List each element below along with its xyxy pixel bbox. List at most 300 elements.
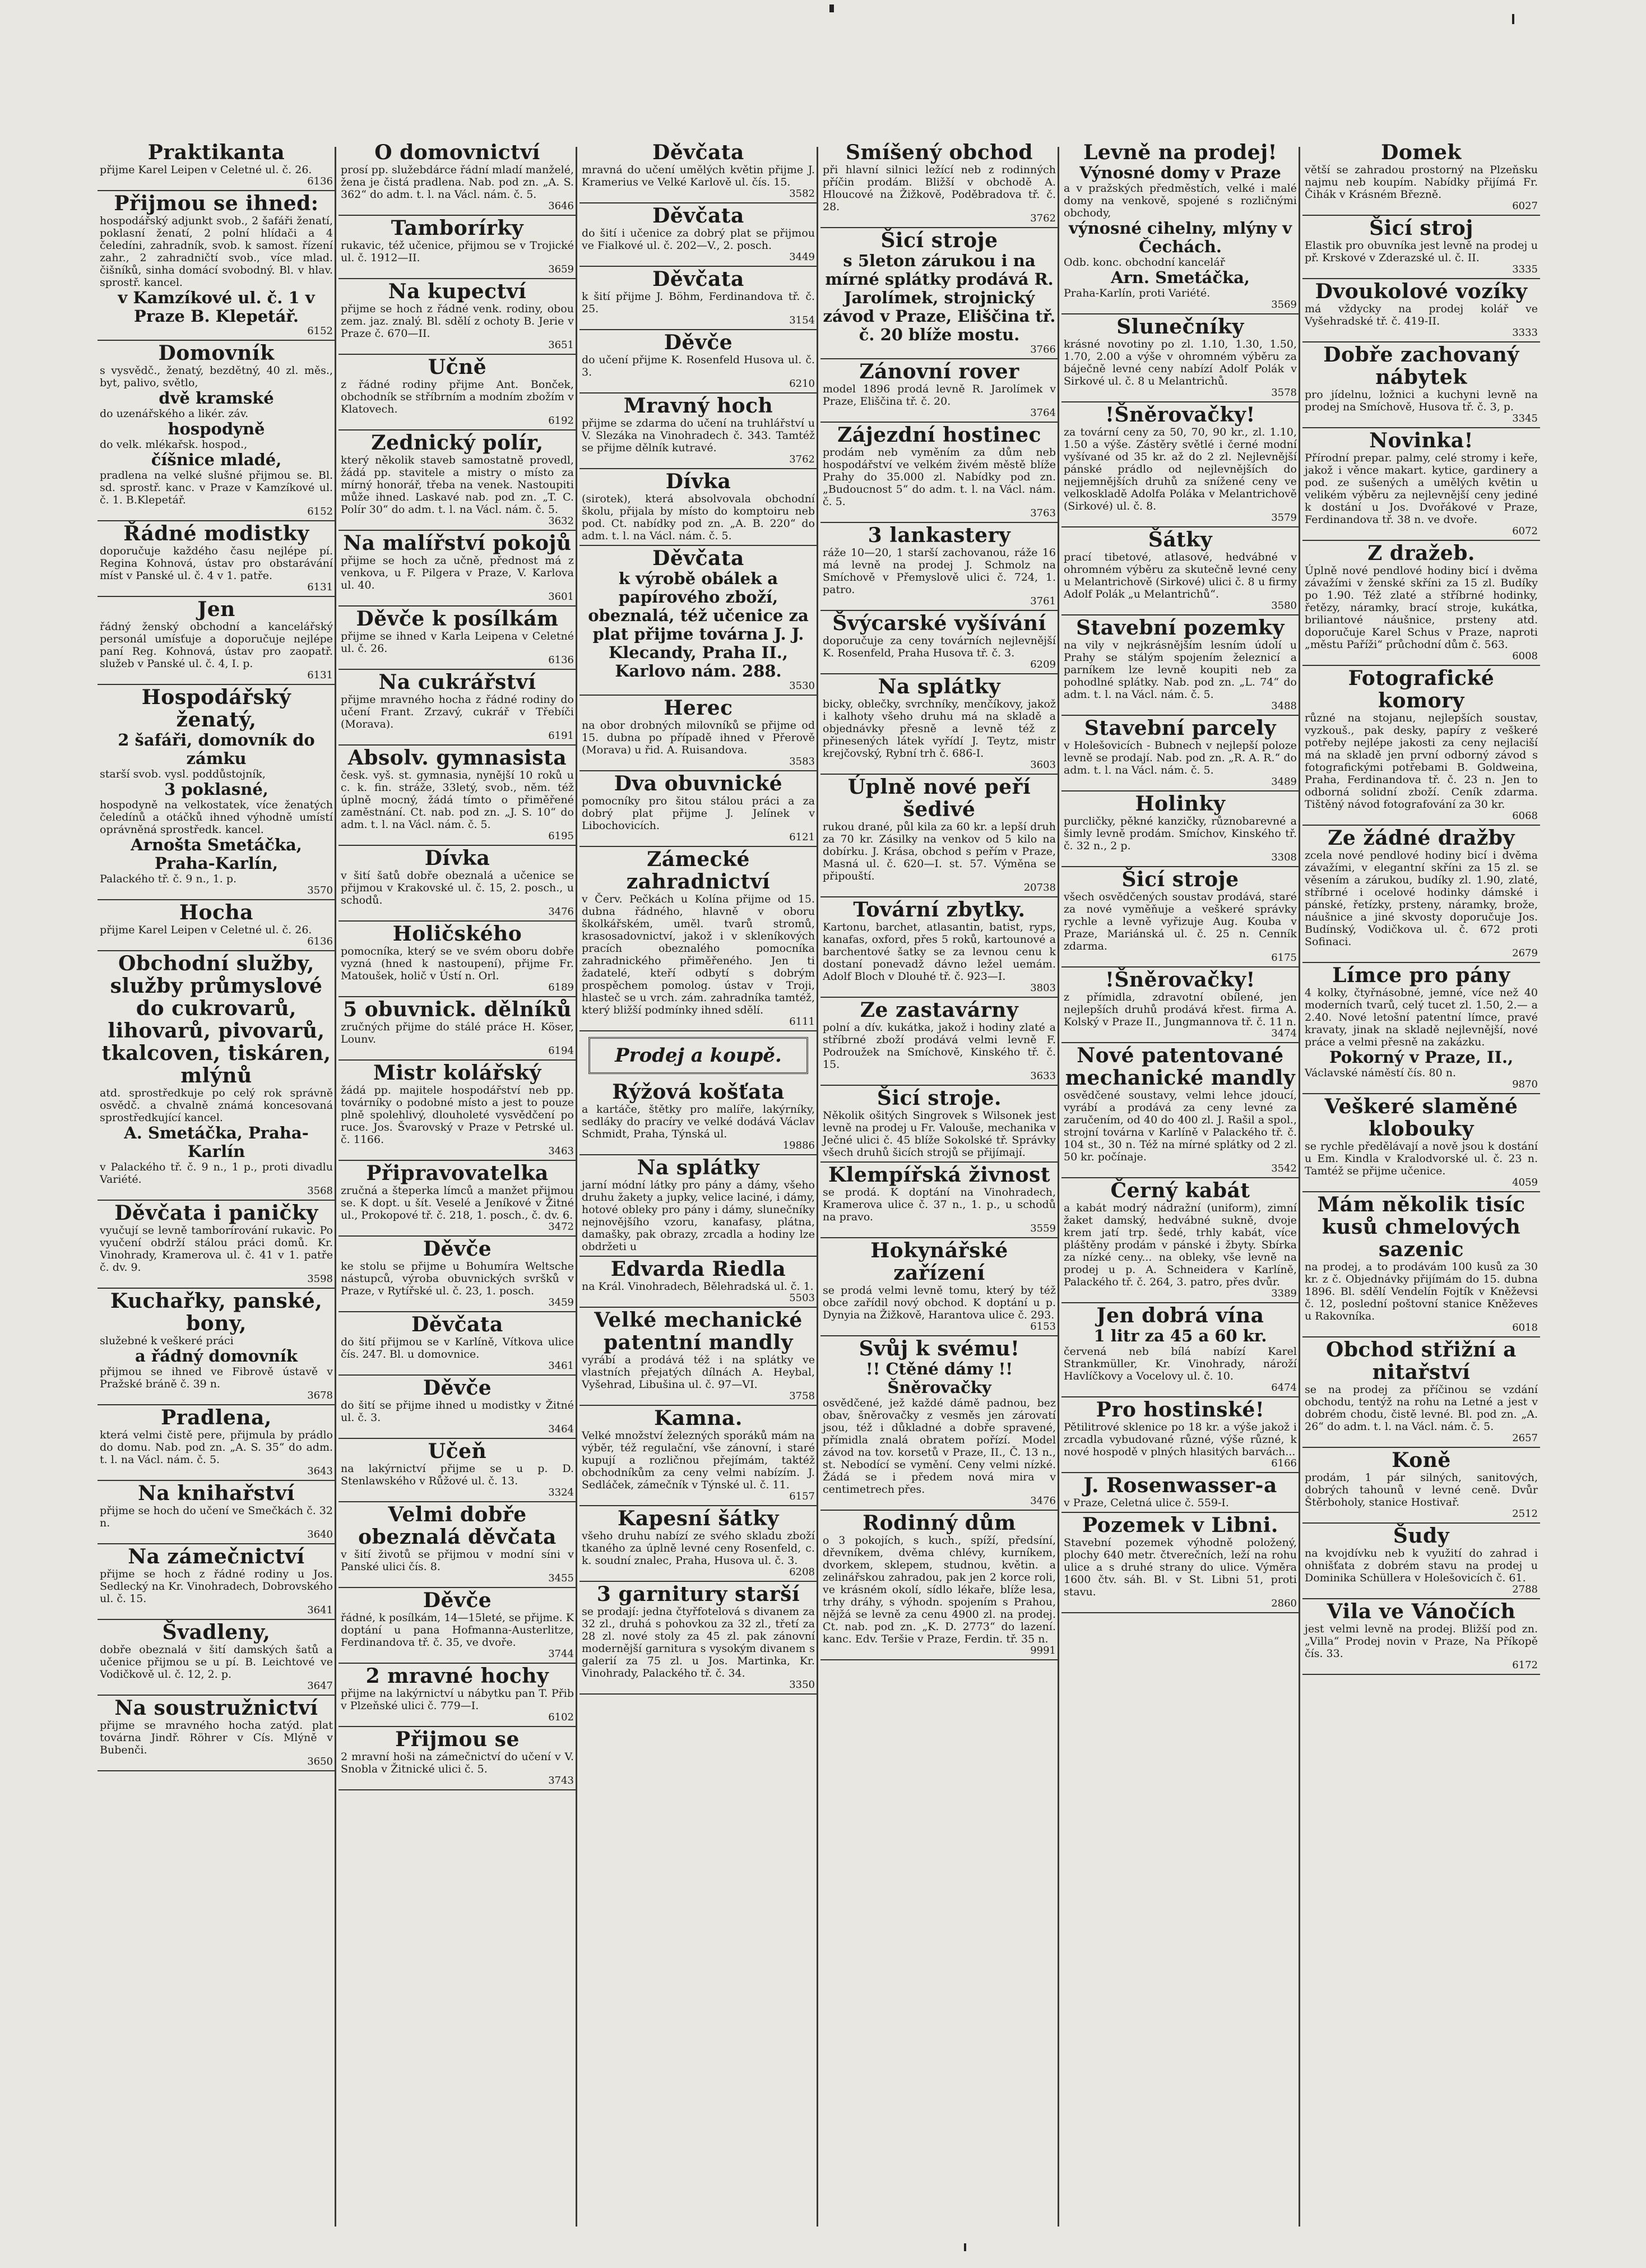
ad-title: Slunečníky — [1116, 315, 1244, 339]
ad-number: 3154 — [789, 314, 815, 326]
ad-title: Mistr kolářský — [373, 1061, 541, 1085]
ad-text: v šití šatů dobře obeznalá a učenice se přijmou v Krakovské ul. č. 15, 2. posch., u schodů. — [341, 869, 574, 906]
ad-headline: Výnosné domy v Praze — [1079, 163, 1281, 182]
ad-text: Několik ošitých Singrovek s Wilsonek jest levně na prodej u Fr. Valouše, mechanika v Ječné ulici č. 45 blíže Sokolské tř. Správky všech druhů šicích strojů se přijímají. — [823, 1109, 1056, 1159]
ad-title: Řádné modistky — [123, 522, 309, 545]
ad-title: Stavební pozemky — [1076, 616, 1285, 640]
ad-text: v Praze, Celetná ulice č. 559-I. — [1064, 1497, 1229, 1509]
ad-title: !Šněrovačky! — [1105, 968, 1255, 992]
ad-column — [339, 140, 576, 2237]
ad-title: Šátky — [1148, 528, 1213, 552]
ad-column — [820, 140, 1058, 2237]
ad-text: pro jídelnu, ložnici a kuchyni levně na prodej na Smíchově, Husova tř. č. 3, p. — [1305, 388, 1538, 413]
ad-number: 6172 — [1512, 1659, 1538, 1671]
ad-number: 3766 — [1030, 344, 1056, 355]
classified-ad — [579, 546, 817, 696]
ad-headline: 1 litr za 45 a 60 kr. — [1093, 1326, 1267, 1345]
classified-ad — [579, 267, 817, 330]
ad-title: Vila ve Vánočích — [1327, 1600, 1516, 1623]
ad-number: 3651 — [548, 339, 574, 351]
ad-text: Stavební pozemek výhodně položený, plochy 640 metr. čtverečních, leží na rohu ulice a s druhé strany do ulice. Výměra 1600 čtv. sáh. Bl. v St. Libni 51, proti stavu. — [1064, 1536, 1297, 1598]
ad-title: Absolv. gymnasista — [347, 746, 567, 770]
ad-title: Švýcarské vyšívání — [832, 612, 1046, 635]
ad-number: 3333 — [1512, 327, 1538, 339]
ad-text: (sirotek), která absolvovala obchodní školu, přijala by místo do komptoiru neb pod. Ct. nabídky pod zn. „A. B. 220“ do adm. t. l. na Václ. nám. č. 5. — [582, 493, 815, 542]
ad-headline: číšnice mladé, — [151, 450, 282, 469]
classified-ad — [339, 1237, 576, 1312]
ad-text: vyučují se levně tamborírování rukavic. Po vyučení obdrží stálou práci domů. Kr. Vinohrady, Kramerova ul. č. 41 v 1. patře č. dv. 9. — [100, 1224, 333, 1274]
ad-number: 6111 — [789, 1016, 815, 1027]
ad-text: krásné novotiny po zl. 1.10, 1.30, 1.50, 1.70, 2.00 a výše v ohromném výběru za báječně levné ceny nabízí Adolf Polák v Sirkové ul. č. 8 u Melantrichů. — [1064, 338, 1297, 387]
newspaper-page — [95, 140, 1551, 2237]
ad-title: Zájezdní hostinec — [837, 423, 1041, 447]
ad-title: Stavební parcely — [1084, 716, 1277, 740]
ad-number: 6102 — [548, 1711, 574, 1723]
ad-text: přijmou se ihned ve Fibrově ústavě v Pražské bráně č. 39 n. — [100, 1366, 333, 1390]
ad-number: 3569 — [1271, 299, 1297, 311]
section-header — [588, 1037, 808, 1074]
ad-text: Velké množství železných sporáků mám na výběr, též regulační, vše zánovní, i staré kupují a rozličnou přejímám, taktéž obchodníkům za ceny velmi nabízím. J. Sedláček, zámečník v Týnské ul. č. 11. — [582, 1429, 815, 1491]
ad-text: na Král. Vinohradech, Bělehradská ul. č. 1. — [582, 1280, 814, 1293]
ad-title: Pradlena, — [161, 1406, 272, 1429]
ad-title: Na malířství pokojů — [343, 531, 572, 555]
ad-title: Holičského — [392, 922, 522, 946]
ad-text: červená neb bílá nabízí Karel Strankmüller, Kr. Vinohrady, nároží Havlíčkovy a Vocelovy ul. č. 10. — [1064, 1345, 1297, 1382]
ad-text: model 1896 prodá levně R. Jarolímek v Praze, Eliščina tř. č. 20. — [823, 383, 1056, 408]
ad-text: do šití se přijme ihned u modistky v Žitné ul. č. 3. — [341, 1399, 574, 1424]
classified-ad — [1302, 963, 1540, 1094]
classified-ad — [339, 279, 576, 355]
ad-number: 3583 — [789, 756, 815, 767]
classified-ad — [339, 922, 576, 997]
ad-title: !Šněrovačky! — [1105, 403, 1255, 427]
ad-number: 3762 — [789, 453, 815, 465]
ad-number: 3472 — [548, 1221, 574, 1233]
ad-number: 6157 — [789, 1491, 815, 1502]
ad-number: 3570 — [307, 885, 333, 896]
ad-text: v Holešovicích - Bubnech v nejlepší poloze levně se prodají. Nab. pod zn. „R. A. R.“ do adm. t. l. na Václ. nám. č. 5. — [1064, 739, 1297, 776]
ad-text: přijme Karel Leipen v Celetné ul. č. 26. — [100, 164, 312, 176]
ad-text: při hlavní silnici ležící neb z rodinných příčin prodám. Bližší v obchodě A. Hloucové na Žižkově, Poděbradova tř. č. 28. — [823, 164, 1056, 213]
classified-ad — [1061, 314, 1299, 402]
ad-text: za tovární ceny za 50, 70, 90 kr., zl. 1.10, 1.50 a výše. Zástěry světlé i černé modní vyšívané od 35 kr. až do 2 zl. Nejlevnější pánské prádlo od nejlevnějších do nejjemnějších druhů za snížené ceny ve velkoskladě Adolfa Poláka v Melantrichově (Sirkové) ul. č. 8. — [1064, 426, 1297, 512]
ad-title: 2 mravné hochy — [365, 1664, 549, 1688]
ad-title: Tovární zbytky. — [853, 898, 1026, 922]
ad-title: Děvčata — [652, 141, 744, 164]
classified-ad — [339, 431, 576, 531]
ad-number: 3461 — [548, 1360, 574, 1372]
ad-text: do uzenářského a likér. záv. — [100, 408, 249, 420]
ad-title: Rodinný dům — [863, 1511, 1016, 1535]
ad-text: přijme mravného hocha z řádné rodiny do učení Frant. Zrzavý, cukrář v Třebíči (Morava). — [341, 693, 574, 730]
ad-number: 6072 — [1512, 525, 1538, 537]
ad-headline: a řádný domovník — [135, 1346, 298, 1366]
classified-ad — [579, 330, 817, 394]
ad-text: všech osvědčených soustav prodává, staré za nové vyměňuje a veškeré správky rychle a levně vyřizuje Aug. Kouba v Praze, Mariánská ul. č. 25 n. Cenník zdarma. — [1064, 891, 1297, 952]
ad-title: Přijmou se — [395, 1728, 520, 1751]
ad-text: přijme se hoch z řádné venk. rodiny, obou zem. jaz. znalý. Bl. sdělí z ochoty B. Jerie v Praze č. 670—II. — [341, 303, 574, 340]
ad-number: 3542 — [1271, 1163, 1297, 1174]
ad-text: jest velmi levně na prodej. Bližší pod zn. „Villa“ Prodej novin v Praze, Na Příkopě čís. 33. — [1305, 1623, 1538, 1660]
ad-title: Domovník — [158, 341, 275, 365]
ad-headline: v Kamzíkové ul. č. 1 v Praze B. Klepetář. — [118, 288, 315, 326]
ad-headline: k výrobě obálek a papírového zboží, obeznalá, též učenice za plat přijme továrna J. J. Klecandy, Praha II., Karlovo nám. 288. — [588, 569, 809, 681]
ad-text: která velmi čistě pere, přijmula by prádlo do domu. Nab. pod zn. „A. S. 35“ do adm. t. l. na Václ. nám. č. 5. — [100, 1429, 333, 1466]
ad-column — [1061, 140, 1299, 2237]
classified-ad — [339, 846, 576, 922]
ad-number: 3659 — [548, 263, 574, 275]
ad-title: Dobře zachovaný nábytek — [1323, 343, 1519, 389]
ad-title: Fotografické komory — [1348, 666, 1495, 712]
ad-title: Dva obuvnické — [614, 772, 783, 795]
ad-number: 3761 — [1030, 595, 1056, 607]
ad-title: Zánovní rover — [859, 360, 1019, 383]
ad-headline: dvě kramské — [159, 388, 274, 408]
ad-text: 2 mravní hoši na zámečnictví do učení v V. Snobla v Žitnické ulici č. 5. — [341, 1751, 574, 1775]
ad-title: Mravný hoch — [623, 394, 773, 418]
ad-text: mravná do učení umělých květin přijme J. Kramerius ve Velké Karlově ul. čís. 15. — [582, 164, 815, 188]
ad-title: Na splátky — [637, 1156, 760, 1179]
ad-number: 6008 — [1512, 650, 1538, 662]
ad-number: 3762 — [1030, 212, 1056, 224]
classified-ad — [98, 1405, 335, 1481]
ad-title: 3 lankastery — [868, 524, 1011, 547]
classified-ad — [579, 203, 817, 267]
ad-text: ráže 10—20, 1 starší zachovanou, ráže 16 má levně na prodej J. Schmolz na Smíchově v Přemyslově ulici č. 724, 1. patro. — [823, 547, 1056, 596]
classified-ad — [98, 951, 335, 1201]
ad-text: do velk. mlékařsk. hospod., — [100, 438, 248, 451]
ad-text: má vždycky na prodej kolář ve Vyšehradské tř. č. 419-II. — [1305, 303, 1538, 327]
ad-title: Tamborírky — [391, 216, 524, 240]
ad-text: Palackého tř. č. 9 n., 1. p. — [100, 873, 237, 885]
ad-text: vyrábí a prodává též i na splátky ve vlastních přejatých dílnách A. Heybal, Vyšehrad, Libušina ul. č. 97—VI. — [582, 1354, 815, 1391]
column-rule — [1058, 147, 1059, 2227]
ad-title: Ze zastavárny — [860, 998, 1019, 1022]
ad-number: 6210 — [789, 378, 815, 390]
ad-number: 3744 — [548, 1648, 574, 1660]
ad-title: Šicí stroje — [880, 229, 998, 252]
classified-ad — [820, 140, 1058, 228]
ad-number: 3579 — [1271, 512, 1297, 524]
ad-title: Zámecké zahradnictví — [626, 848, 771, 894]
ad-headline: hospodyně — [168, 419, 265, 438]
ad-text: Elastik pro obuvníka jest levně na prodej u př. Krskové v Zderazské ul. č. II. — [1305, 239, 1538, 264]
ad-number: 4059 — [1512, 1177, 1538, 1188]
classified-ad — [339, 746, 576, 846]
classified-ad — [1061, 968, 1299, 1043]
ad-number: 3463 — [548, 1145, 574, 1157]
classified-ad — [339, 1376, 576, 1439]
ad-title: Děvče — [423, 1237, 492, 1261]
classified-ad — [579, 696, 817, 771]
classified-ad — [1061, 1473, 1299, 1513]
ad-number: 5503 — [789, 1292, 815, 1304]
ad-title: Šicí stroje. — [877, 1086, 1002, 1110]
ad-headline: Pokorný v Praze, II., — [1329, 1048, 1514, 1067]
ad-text: se prodá. K doptání na Vinohradech, Kramerova ulice č. 37 n., 1. p., u schodů na pravo. — [823, 1186, 1056, 1223]
ad-headline: výnosné cihelny, mlýny v Čechách. — [1068, 219, 1292, 256]
ad-text: na lakýrnictví přijme se u p. D. Stenlawského v Růžové ul. č. 13. — [341, 1462, 574, 1487]
ad-column — [1302, 140, 1540, 2237]
ad-text: prodám, 1 pár silných, sanitových, dobrých tahounů v levné ceně. Dvůr Štěrboholy, stanice Hostivař. — [1305, 1471, 1538, 1508]
ad-number: 3678 — [307, 1390, 333, 1401]
column-rule — [817, 147, 818, 2227]
ad-text: osvědčené soustavy, velmi lehce jdoucí, vyrábí a prodává za ceny levné za zaručením, od 40 do 400 zl. J. Rašil a spol., strojní továrna v Karlíně v Palackého tř. č. 104 st., 30 n. Též na mírné splátky od 2 zl. 50 kr. počínaje. — [1064, 1089, 1297, 1163]
ad-title: J. Rosenwasser-a — [1083, 1474, 1277, 1497]
ad-text: na vily v nejkrásnějším lesním údolí u Prahy se stálým spojením železnicí a parníkem lze levně koupiti neb za pohodlné splátky. Nab. pod zn. „L. 74“ do adm. t. l. na Václ. nám. č. 5. — [1064, 639, 1297, 701]
ad-title: Kapesní šátky — [618, 1507, 779, 1530]
classified-ad — [820, 1336, 1058, 1511]
classified-ad — [1302, 1524, 1540, 1599]
classified-ad — [579, 847, 817, 1031]
ad-text: různé na stojanu, nejlepších soustav, vyzkouš., pak desky, papíry z veškeré potřeby nejlépe jakosti za ceny nejlaciší má na skladě jen první odborný závod s fotografickými potřebami B. Goldweina, Praha, Ferdinandova tř. č. 23 n. Jen to odborná solidní zboží. Ceník zdarma. Tištěný návod fotografování za 30 kr. — [1305, 712, 1538, 811]
classified-ad — [98, 1544, 335, 1620]
ad-text: starší svob. vysl. poddůstojník, — [100, 768, 266, 780]
ad-number: 6136 — [307, 936, 333, 947]
ad-number: 6152 — [307, 325, 333, 337]
classified-ad — [339, 1588, 576, 1664]
classified-ad — [339, 140, 576, 216]
ad-text: do šití přijmou se v Karlíně, Vítkova ulice čís. 247. Bl. u domovnice. — [341, 1336, 574, 1360]
classified-ad — [1061, 615, 1299, 716]
classified-ad — [339, 1061, 576, 1161]
classified-ad — [579, 1080, 817, 1155]
ad-title: Učeň — [428, 1440, 487, 1463]
ad-title: Herec — [664, 696, 733, 720]
ad-number: 3640 — [307, 1529, 333, 1540]
ad-number: 3632 — [548, 515, 574, 527]
classified-ad — [1061, 1513, 1299, 1613]
ad-title: Svůj k svému! — [859, 1337, 1020, 1360]
ad-column — [98, 140, 335, 2237]
ad-title: Na zámečnictví — [128, 1545, 305, 1568]
ad-headline: A. Smetáčka, Praha-Karlín — [124, 1123, 309, 1161]
ad-number: 6121 — [789, 831, 815, 843]
classified-ad — [579, 140, 817, 203]
classified-ad — [1302, 1192, 1540, 1337]
classified-ad — [1061, 1043, 1299, 1178]
classified-ad — [579, 1257, 817, 1308]
classified-ad — [820, 611, 1058, 674]
classified-ad — [98, 1481, 335, 1544]
ad-title: Mám několik tisíc kusů chmelových sazenic — [1317, 1193, 1526, 1261]
ad-number: 3350 — [789, 1679, 815, 1691]
classified-ad — [339, 355, 576, 431]
ad-number: 3641 — [307, 1604, 333, 1616]
ad-number: 3633 — [1030, 1070, 1056, 1082]
ad-text: pradlena na velké slušné přijmou se. Bl. sd. sprostř. kanc. v Praze v Kamzíkové ul. č. 1. B.Klepetář. — [100, 469, 333, 506]
ad-title: Rýžová košťata — [612, 1080, 785, 1104]
ad-headline: s 5leton zárukou i na mírné splátky prodává R. Jarolímek, strojnický závod v Praze, Eliščina tř. č. 20 blíže mostu. — [823, 251, 1056, 344]
classified-ad — [579, 394, 817, 469]
ad-title: Pozemek v Libni. — [1082, 1513, 1278, 1537]
ad-title: Děvče — [423, 1589, 492, 1612]
ad-number: 2788 — [1512, 1584, 1538, 1595]
ad-number: 6153 — [1030, 1321, 1056, 1332]
ad-title: Děvčata — [652, 204, 744, 228]
classified-ad — [1302, 342, 1540, 428]
ad-text: a kabát modrý nádražní (uniform), zimní žaket damský, hedvábné sukně, dvoje krem jatí trp. šedé, trhly kabát, více pláštěny prodám v pánské i žbyty. Sbírka za nízké ceny... na obleky, vše levně na prodej u p. A. Schneidera v Karlíně, Palackého tř. č. 264, 3. patro, přes dvůr. — [1064, 1202, 1297, 1288]
ad-title: Děvčata — [652, 267, 744, 291]
ad-text: Přírodní prepar. palmy, celé stromy i keře, jakož i věnce makart. kytice, gardinery a pod. ze sušených a umělých květin u velikém výběru za nejlevnější ceny jediné k dostání u Jos. Dvořákové v Praze, Ferdinandova tř. 38 n. ve dvoře. — [1305, 452, 1538, 526]
ad-text: větší se zahradou prostorný na Plzeňsku najmu neb koupím. Nabídky přijímá Fr. Čihák v Krásném Březně. — [1305, 164, 1538, 201]
ad-title: Jen dobrá vína — [1096, 1304, 1264, 1327]
ad-text: se na prodej za příčinou se vzdání obchodu, tentýž na rohu na Letné a jest v dobrém chodu, čistě levné. Bl. pod zn. „A. 26“ do adm. t. l. na Václ. nám. č. 5. — [1305, 1383, 1538, 1433]
ad-title: Šudy — [1393, 1524, 1450, 1548]
ad-number: 3578 — [1271, 387, 1297, 399]
ad-title: Obchodní služby, služby průmyslové do cukrovarů, lihovarů, pivovarů, tkalcoven, tiskáren, mlýnů — [101, 952, 331, 1087]
classified-ad — [579, 1308, 817, 1406]
ad-number: 3650 — [307, 1756, 333, 1767]
section-title: Prodej a koupě. — [615, 1044, 782, 1067]
ad-title: Na cukrářství — [378, 670, 536, 694]
ad-text: služebné k veškeré práci — [100, 1335, 234, 1347]
ad-number: 3489 — [1271, 776, 1297, 788]
classified-ad — [579, 1155, 817, 1257]
ad-number: 3345 — [1512, 413, 1538, 424]
ad-text: v Palackého tř. č. 9 n., 1 p., proti divadlu Variété. — [100, 1161, 333, 1186]
ad-text: z řádné rodiny přijme Ant. Bonček, obchodník se stříbrním a modním zbožím v Klatovech. — [341, 378, 574, 415]
ad-text: česk. vyš. st. gymnasia, nynější 10 roků u c. k. fin. stráže, 33letý, svob., něm. též úplně mocný, žádá tímto o přiměřené zaměstnání. Ct. nab. pod zn. „J. S. 10“ do adm. t. l. na Václ. nám. č. 5. — [341, 769, 574, 831]
ad-title: Velmi dobře obeznalá děvčata — [358, 1503, 557, 1549]
ad-number: 3598 — [307, 1273, 333, 1285]
ad-title: 3 garnitury starší — [596, 1582, 800, 1606]
ad-text: zručných přijme do stálé práce H. Köser, Lounv. — [341, 1021, 574, 1045]
ad-title: Dívka — [665, 470, 731, 493]
ad-text: Odb. konc. obchodní kancelář — [1064, 256, 1225, 269]
ad-number: 6195 — [548, 830, 574, 842]
ad-title: Klempířská živnost — [828, 1163, 1050, 1187]
classified-ad — [339, 1664, 576, 1727]
ad-number: 3455 — [548, 1572, 574, 1584]
ad-title: Zednický polír, — [371, 431, 544, 455]
ad-number: 6189 — [548, 982, 574, 993]
classified-ad — [820, 1086, 1058, 1163]
ad-text: hospodyně na velkostatek, více ženatých čeledínů a otáčků ihned výhodně umístí oprávněná sprostředk. kancel. — [100, 799, 333, 836]
ad-number: 3601 — [548, 591, 574, 603]
ad-title: Na splátky — [878, 675, 1001, 698]
ad-title: Smíšený obchod — [845, 141, 1033, 164]
ad-title: Levně na prodej! — [1083, 141, 1277, 164]
ad-number: 2679 — [1512, 947, 1538, 959]
ad-title: O domovnictví — [374, 141, 540, 164]
ad-text: Kartonu, barchet, atlasantin, batist, ryps, kanafas, oxford, přes 5 roků, kartounové a barchentové šatky se za levnou cenu k dostaní ponevadž dávno ležel uemám. Adolf Bloch v Dlouhé tř. č. 923—I. — [823, 921, 1056, 983]
column-rule — [576, 147, 577, 2227]
ad-number: 3459 — [548, 1297, 574, 1308]
ad-text: pomocníka, který se ve svém oboru dobře vyzná (hned k nastoupení), přijme Fr. Matoušek, holič v Ústí n. Orl. — [341, 945, 574, 982]
ad-text: o 3 pokojích, s kuch., spíží, předsíní, dřevníkem, dvěma chlévy, kurníkem, dvorkem, sklepem, studnou, květin. a zelinářskou zahradou, pak jen 2 korce roli, ve krásném okolí, sídlo lékaře, blíže lesa, trhy dráhy, s výhodn. spojením s Prahou, nějžá se levně za cenu 4900 zl. na prodej. Ct. nab. pod zn. „K. D. 2773“ do lazení. kanc. Edv. Teršie v Praze, Ferdin. tř. 35 n. — [823, 1534, 1056, 1645]
ad-title: Z dražeb. — [1367, 541, 1475, 565]
ad-headline: Arn. Smetáčka, — [1111, 268, 1250, 287]
ad-number: 2657 — [1512, 1432, 1538, 1444]
ad-title: Jen — [197, 598, 235, 621]
ad-title: Kuchařky, panské, bony, — [110, 1289, 323, 1335]
ad-text: prosí pp. služebdárce řádní mladí manželé, žena je čistá pradlena. Nab. pod zn. „A. S. 362“ do adm. t. l. na Václ. nám. č. 5. — [341, 164, 574, 201]
ad-number: 6474 — [1271, 1382, 1297, 1394]
classified-ad — [820, 998, 1058, 1086]
classified-ad — [98, 597, 335, 685]
ad-title: Děvče — [423, 1376, 492, 1400]
ad-number: 3643 — [307, 1465, 333, 1477]
ad-title: Novinka! — [1369, 429, 1473, 452]
classified-ad — [1061, 402, 1299, 527]
ad-title: Nové patentované mechanické mandly — [1065, 1044, 1296, 1090]
ad-text: ke stolu se přijme u Bohumíra Weltsche nástupců, výroba obuvnických svršků v Praze, v Rytířské ul. č. 23, 1. posch. — [341, 1260, 574, 1297]
ad-headline: 3 poklasné, — [164, 780, 268, 799]
ad-number: 3646 — [548, 200, 574, 212]
classified-ad — [339, 1312, 576, 1376]
classified-ad — [339, 1161, 576, 1237]
classified-ad — [820, 423, 1058, 523]
classified-ad — [98, 685, 335, 900]
ad-text: a kartáče, štětky pro malíře, lakýrníky, sedláky do pracíry ve velké dodává Václav Schmidt, Praha, Týnská ul. — [582, 1103, 815, 1140]
ad-text: z přímidla, zdravotní obílené, jen nejlepších druhů prodává křest. firma A. Kolský v Praze II., Jungmannova tř. č. 11 n. — [1064, 991, 1297, 1028]
ad-text: Václavské náměstí čís. 80 n. — [1305, 1067, 1456, 1079]
ad-number: 6068 — [1512, 810, 1538, 822]
ad-title: Švadleny, — [162, 1621, 271, 1644]
classified-ad — [98, 140, 335, 191]
ad-text: všeho druhu nabízí ze svého skladu zboží tkaného za úplně levné ceny Rosenfeld, c. k. soudní znalec, Praha, Husova ul. č. 3. — [582, 1530, 815, 1567]
ad-number: 6136 — [307, 175, 333, 187]
classified-ad — [98, 1620, 335, 1696]
ad-text: v šití životů se přijmou v modní síni v Panské ulici čís. 8. — [341, 1548, 574, 1573]
print-speck — [964, 2243, 966, 2251]
classified-ad — [1302, 1448, 1540, 1524]
ad-title: Límce pro pány — [1332, 964, 1510, 987]
ad-title: Edvarda Riedla — [610, 1257, 786, 1281]
classified-ad — [98, 341, 335, 521]
ad-text: přijme na lakýrnictví u nábytku pan T. Přib v Plzeňské ulici č. 779—I. — [341, 1687, 574, 1712]
ad-text: prodám neb vyměním za dům neb hospodářství ve velkém živém městě blíže Prahy do 35.000 zl. Nabídky pod zn. „Budoucnost 5“ do adm. t. l. na Václ. nám. č. 5. — [823, 446, 1056, 508]
ad-number: 20738 — [1023, 882, 1056, 894]
ad-text: osvědčené, jež každé dámě padnou, bez obav, šněrovačky z vesměs jen zárovatí jsou, též i důkladné a dobře spravené, přímidla znalá obratem pořízí. Model závod na tov. korsetů v Praze, II., Č. 13 n., st. Nebodící se vymění. Ceny velmi nízké. Žádá se i předem nová mira v centimetrech přes. — [823, 1397, 1056, 1496]
ad-text: se prodá velmi levně tomu, který by též obce zařídil nový obchod. K doptání u p. Dynyia na Žižkově, Harantova ulice č. 293. — [823, 1284, 1056, 1321]
ad-number: 6194 — [548, 1045, 574, 1057]
classified-ad — [1302, 279, 1540, 342]
classified-ad — [1061, 716, 1299, 792]
ad-text: přijme se hoch za učně, přednost má z venkova, u F. Pilgera v Praze, V. Karlova ul. 40. — [341, 554, 574, 591]
ad-text: hospodářský adjunkt svob., 2 šafáři ženatí, poklasní ženatí, 2 polní hlídači a 4 čeledíni, zahradník, svob. k samost. řízení zahr., 2 zahradničtí svob., více mlad. čišníků, sinha domácí svobodný. Bl. v hlav. sprostř. kancel. — [100, 215, 333, 289]
ad-title: Na knihařství — [137, 1482, 295, 1505]
classified-ad — [1061, 140, 1299, 314]
ad-number: 3603 — [1030, 759, 1056, 771]
classified-ad — [98, 1201, 335, 1289]
ad-title: Šicí stroje — [1121, 868, 1239, 891]
ad-title: Obchod střižní a nitařství — [1325, 1338, 1517, 1384]
ad-number: 3530 — [789, 680, 815, 692]
ad-number: 2860 — [1271, 1598, 1297, 1609]
ad-text: rukavic, též učenice, přijmou se v Trojické ul. č. 1912—II. — [341, 239, 574, 264]
ad-text: Pětilitrové sklenice po 18 kr. a výše jakož i zrcadla vybudované různé, výše různé, k nové hospodě v plných hlasitých barvách... — [1064, 1421, 1297, 1458]
ad-text: zcela nové pendlové hodiny bicí i dvěma závažími, v elegantní skříni za 15 zl. se věsením a zárukou, budíky zl. 1.90, zlaté, stříbrné i ocelové hodinky dámské i pánské, řetízky, prsteny, náramky, brože, náušnice a jiné skvosty doporučuje Jos. Budínský, Vodičkova ul. č. 672 proti Sofinaci. — [1305, 849, 1538, 948]
ad-text: atd. sprostředkuje po celý rok správně osvědč. a chvalně známá koncesovaná sprostředkující kancel. — [100, 1087, 333, 1124]
ad-text: přijme Karel Leipen v Celetné ul. č. 26. — [100, 924, 312, 936]
classified-ad — [579, 1506, 817, 1582]
ad-number: 9870 — [1512, 1079, 1538, 1090]
ad-text: přijme se hoch do učení ve Smečkách č. 32 n. — [100, 1505, 333, 1529]
print-speck — [1512, 14, 1514, 24]
ad-title: Děvčata i paničky — [114, 1201, 318, 1225]
classified-ad — [1302, 666, 1540, 826]
ad-number: 6209 — [1030, 659, 1056, 670]
ad-title: Ze žádné dražby — [1328, 826, 1515, 850]
ad-title: Děvčata — [652, 547, 744, 570]
ad-number: 3324 — [548, 1487, 574, 1498]
classified-ad — [579, 771, 817, 847]
ad-title: Holinky — [1135, 792, 1226, 816]
ad-text: žádá pp. majitele hospodářství neb pp. továrníky o podobné místo a jest to pouze plně spolehlivý, dlouholeté vysvědčení po ruce. Jos. Švarovský v Praze v Petrské ul. č. 1166. — [341, 1084, 574, 1146]
ad-text: na kvojdívku neb k využití do zahrad i ohnišťata z dobrém stavu na prodej u Dominika Schüllera v Holešovicích č. 61. — [1305, 1547, 1538, 1584]
